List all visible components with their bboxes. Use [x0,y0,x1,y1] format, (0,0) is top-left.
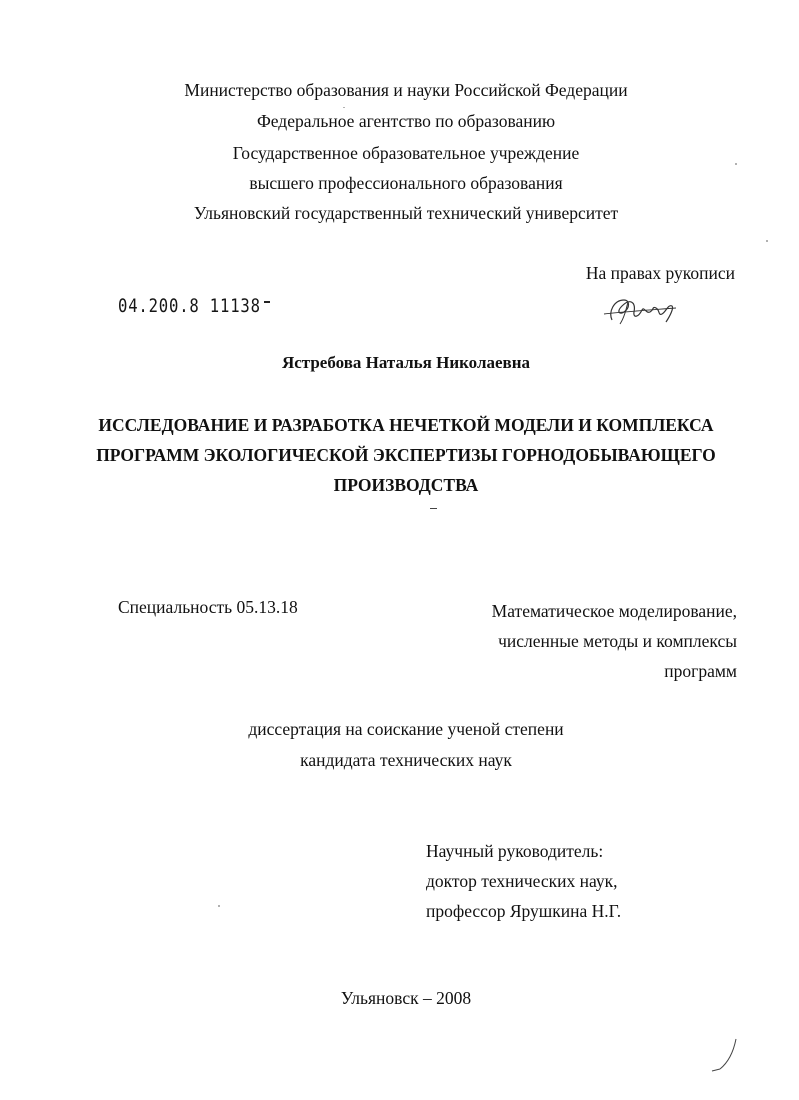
archive-stamp-dash [264,301,270,303]
archive-stamp-number: 04.200.8 11138 [118,295,261,317]
degree-statement [0,714,799,776]
title-line: ИССЛЕДОВАНИЕ И РАЗРАБОТКА НЕЧЕТКОЙ МОДЕЛИ И КОМПЛЕКСА [98,415,714,435]
specialty-name-line: численные методы и комплексы [498,631,737,651]
title-line: ПРОИЗВОДСТВА [333,475,479,495]
scan-speck [343,107,345,108]
header-line-education-level: высшего профессионального образования [249,173,563,193]
advisor-line: профессор Ярушкина Н.Г. [426,901,622,921]
header-line-institution-type: Государственное образовательное учреждение [232,143,580,163]
city-year: Ульяновск – 2008 [340,988,472,1008]
specialty-name-line: программ [664,661,737,681]
specialty-label: Специальность 05.13.18 [118,597,298,617]
scan-speck [766,240,768,242]
header-line-agency: Федеральное агентство по образованию [256,111,556,131]
degree-line: диссертация на соискание ученой степени [248,719,564,739]
scan-speck [218,905,220,907]
scientific-advisor [426,836,621,926]
scan-speck [430,508,437,509]
title-line: ПРОГРАММ ЭКОЛОГИЧЕСКОЙ ЭКСПЕРТИЗЫ ГОРНОДОБЫВАЮЩЕГО [96,445,716,465]
advisor-line: доктор технических наук, [426,871,618,891]
scan-speck [735,163,737,165]
header-line-ministry: Министерство образования и науки Российской Федерации [184,80,628,100]
specialty-name [492,596,737,686]
dissertation-title [0,410,799,500]
manuscript-rights-note: На правах рукописи [585,263,735,283]
author-name: Ястребова Наталья Николаевна [281,353,531,372]
specialty-name-line: Математическое моделирование, [491,601,737,621]
header-line-university: Ульяновский государственный технический университет [193,203,619,223]
pen-stroke-mark [708,1035,748,1075]
handwritten-signature [600,290,680,330]
degree-line: кандидата технических наук [300,750,512,770]
advisor-line: Научный руководитель: [426,841,604,861]
